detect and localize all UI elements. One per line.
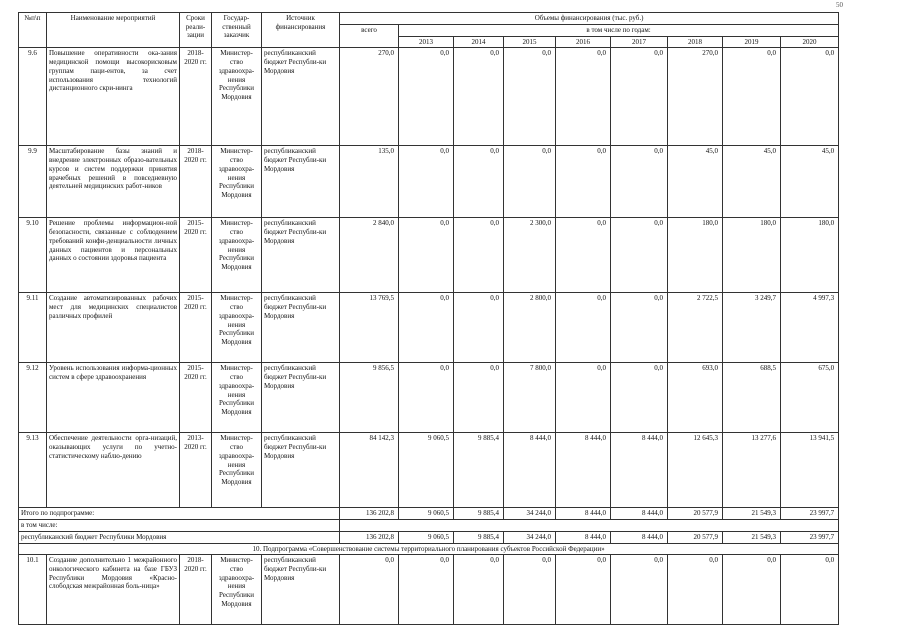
- summary-year-value: 34 244,0: [504, 531, 556, 543]
- row-year-value: 7 800,0: [504, 363, 556, 433]
- row-source: республиканский бюджет Республи-ки Мордовия: [262, 363, 340, 433]
- row-year-value: 0,0: [723, 48, 781, 146]
- row-year-value: 0,0: [611, 146, 668, 218]
- summary-year-value: 21 549,3: [723, 531, 781, 543]
- row-year-value: 0,0: [556, 48, 611, 146]
- section-title: 10. Подпрограмма «Совершенствование системы территориального планирования субъектов Российской Федерации»: [19, 543, 839, 555]
- header-incl: в том числе по годам:: [399, 25, 839, 37]
- row-year-value: 0,0: [454, 146, 504, 218]
- row-year-value: 2 800,0: [504, 293, 556, 363]
- row-year-value: 2 722,5: [668, 293, 723, 363]
- empty-cell: [340, 520, 839, 532]
- row-total: 13 769,5: [340, 293, 399, 363]
- header-year: 2016: [556, 36, 611, 48]
- table-row: [19, 218, 839, 293]
- summary-label: республиканский бюджет Республики Мордовия: [19, 531, 340, 543]
- summary-year-value: 20 577,9: [668, 531, 723, 543]
- row-year-value: 0,0: [556, 218, 611, 293]
- row-customer: Министер-ство здравоохра-нения Республики Мордовия: [212, 48, 262, 146]
- header-year: 2017: [611, 36, 668, 48]
- header-year: 2020: [781, 36, 839, 48]
- header-name: Наименование мероприятий: [47, 13, 180, 48]
- row-year-value: 0,0: [556, 146, 611, 218]
- summary-year-value: 9 060,5: [399, 531, 454, 543]
- row-no: 9.12: [19, 363, 47, 433]
- row-year-value: 0,0: [556, 555, 611, 625]
- row-year-value: 0,0: [611, 363, 668, 433]
- row-year-value: 0,0: [399, 48, 454, 146]
- header-source: Источник финансирования: [262, 13, 340, 48]
- page-number: 50: [836, 1, 843, 9]
- header-term: Сроки реали-зации: [180, 13, 212, 48]
- row-name: Решение проблемы информацион-ной безопасности, связанные с соблюдением требований конфи-денциальности личных данных пациентов и персональных данных о состоянии здоровья пациента: [47, 218, 180, 293]
- row-no: 9.9: [19, 146, 47, 218]
- row-year-value: 2 300,0: [504, 218, 556, 293]
- row-year-value: 45,0: [723, 146, 781, 218]
- row-name: Повышение оперативности ока-зания медицинской помощи высокорисковым группам паци-ентов, за счет использования технологий дистанционного скри-нинга: [47, 48, 180, 146]
- row-year-value: 9 885,4: [454, 433, 504, 508]
- row-year-value: 0,0: [504, 48, 556, 146]
- row-year-value: 0,0: [504, 555, 556, 625]
- row-year-value: 0,0: [668, 555, 723, 625]
- summary-year-value: 34 244,0: [504, 508, 556, 520]
- summary-year-value: 9 885,4: [454, 531, 504, 543]
- row-total: 84 142,3: [340, 433, 399, 508]
- row-source: республиканский бюджет Республи-ки Мордовия: [262, 433, 340, 508]
- row-year-value: 45,0: [781, 146, 839, 218]
- row-no: 9.13: [19, 433, 47, 508]
- row-source: республиканский бюджет Республи-ки Мордовия: [262, 555, 340, 625]
- row-year-value: 0,0: [781, 555, 839, 625]
- row-year-value: 180,0: [781, 218, 839, 293]
- row-no: 9.10: [19, 218, 47, 293]
- row-name: Уровень использования информа-ционных систем в сфере здравоохранения: [47, 363, 180, 433]
- row-total: 0,0: [340, 555, 399, 625]
- header-year: 2014: [454, 36, 504, 48]
- row-customer: Министер-ство здравоохра-нения Республики Мордовия: [212, 555, 262, 625]
- table-row: [19, 48, 839, 146]
- row-year-value: 0,0: [504, 146, 556, 218]
- row-no: 10.1: [19, 555, 47, 625]
- row-source: республиканский бюджет Республи-ки Мордовия: [262, 293, 340, 363]
- table-row: [19, 146, 839, 218]
- summary-year-value: 23 997,7: [781, 508, 839, 520]
- row-year-value: 0,0: [454, 48, 504, 146]
- row-customer: Министер-ство здравоохра-нения Республики Мордовия: [212, 293, 262, 363]
- header-customer: Государ-ственный заказчик: [212, 13, 262, 48]
- row-year-value: 0,0: [556, 293, 611, 363]
- row-year-value: 180,0: [723, 218, 781, 293]
- row-year-value: 3 249,7: [723, 293, 781, 363]
- summary-year-value: 21 549,3: [723, 508, 781, 520]
- row-term: 2018-2020 гг.: [180, 146, 212, 218]
- row-year-value: 45,0: [668, 146, 723, 218]
- header-total: всего: [340, 25, 399, 48]
- summary-year-value: 20 577,9: [668, 508, 723, 520]
- table-row: [19, 293, 839, 363]
- row-year-value: 675,0: [781, 363, 839, 433]
- row-year-value: 180,0: [668, 218, 723, 293]
- row-customer: Министер-ство здравоохра-нения Республики Мордовия: [212, 363, 262, 433]
- row-name: Обеспечение деятельности орга-низаций, оказывающих услуги по учетно-статистическому наблю-дению: [47, 433, 180, 508]
- row-year-value: 13 277,6: [723, 433, 781, 508]
- row-year-value: 693,0: [668, 363, 723, 433]
- row-name: Создание автоматизированных рабочих мест для медицинских специалистов различных профилей: [47, 293, 180, 363]
- summary-total: 136 202,8: [340, 531, 399, 543]
- row-year-value: 0,0: [781, 48, 839, 146]
- row-year-value: 0,0: [454, 555, 504, 625]
- summary-year-value: 9 885,4: [454, 508, 504, 520]
- row-customer: Министер-ство здравоохра-нения Республики Мордовия: [212, 433, 262, 508]
- row-no: 9.11: [19, 293, 47, 363]
- row-year-value: 8 444,0: [611, 433, 668, 508]
- summary-year-value: 8 444,0: [556, 508, 611, 520]
- row-source: республиканский бюджет Республи-ки Мордовия: [262, 48, 340, 146]
- summary-row: [19, 520, 839, 532]
- row-year-value: 0,0: [399, 146, 454, 218]
- summary-label: Итого по подпрограмме:: [19, 508, 340, 520]
- row-total: 2 840,0: [340, 218, 399, 293]
- row-year-value: 0,0: [399, 293, 454, 363]
- row-year-value: 8 444,0: [556, 433, 611, 508]
- row-year-value: 0,0: [399, 555, 454, 625]
- row-year-value: 0,0: [399, 218, 454, 293]
- row-term: 2018-2020 гг.: [180, 555, 212, 625]
- row-year-value: 0,0: [611, 293, 668, 363]
- row-name: Масштабирование базы знаний и внедрение электронных образо-вательных курсов и систем поддержки принятия врачебных решений в повседневную деятельней медицинских работ-ников: [47, 146, 180, 218]
- row-source: республиканский бюджет Республи-ки Мордовия: [262, 218, 340, 293]
- row-year-value: 0,0: [723, 555, 781, 625]
- header-volumes: Объемы финансирования (тыс. руб.): [340, 13, 839, 25]
- section-title-row: [19, 543, 839, 555]
- row-term: 2015-2020 гг.: [180, 363, 212, 433]
- row-name: Создание дополнительно 1 межрайонного онкологического кабинета на базе ГБУЗ Республики Мордовия «Красно-слободская межрайонная боль-ница»: [47, 555, 180, 625]
- header-year: 2015: [504, 36, 556, 48]
- row-year-value: 0,0: [454, 218, 504, 293]
- row-year-value: 0,0: [611, 555, 668, 625]
- row-customer: Министер-ство здравоохра-нения Республики Мордовия: [212, 146, 262, 218]
- table-row: [19, 433, 839, 508]
- row-year-value: 13 941,5: [781, 433, 839, 508]
- row-term: 2015-2020 гг.: [180, 293, 212, 363]
- row-year-value: 270,0: [668, 48, 723, 146]
- row-term: 2015-2020 гг.: [180, 218, 212, 293]
- summary-year-value: 23 997,7: [781, 531, 839, 543]
- row-term: 2018-2020 гг.: [180, 48, 212, 146]
- row-year-value: 0,0: [399, 363, 454, 433]
- row-year-value: 12 645,3: [668, 433, 723, 508]
- row-year-value: 0,0: [454, 363, 504, 433]
- summary-label: в том числе:: [19, 520, 340, 532]
- row-total: 9 856,5: [340, 363, 399, 433]
- header-year: 2013: [399, 36, 454, 48]
- row-year-value: 688,5: [723, 363, 781, 433]
- header-no: №п\п: [19, 13, 47, 48]
- row-year-value: 8 444,0: [504, 433, 556, 508]
- row-total: 270,0: [340, 48, 399, 146]
- row-term: 2013-2020 гг.: [180, 433, 212, 508]
- financing-table: [18, 12, 839, 625]
- table-row: [19, 555, 839, 625]
- summary-year-value: 8 444,0: [556, 531, 611, 543]
- summary-total: 136 202,8: [340, 508, 399, 520]
- row-no: 9.6: [19, 48, 47, 146]
- row-year-value: 0,0: [556, 363, 611, 433]
- header-year: 2018: [668, 36, 723, 48]
- row-year-value: 0,0: [454, 293, 504, 363]
- row-source: республиканский бюджет Республи-ки Мордовия: [262, 146, 340, 218]
- header-year: 2019: [723, 36, 781, 48]
- summary-year-value: 8 444,0: [611, 531, 668, 543]
- row-year-value: 4 997,3: [781, 293, 839, 363]
- row-year-value: 9 060,5: [399, 433, 454, 508]
- row-year-value: 0,0: [611, 218, 668, 293]
- summary-row: [19, 508, 839, 520]
- summary-year-value: 9 060,5: [399, 508, 454, 520]
- table-row: [19, 363, 839, 433]
- row-customer: Министер-ство здравоохра-нения Республики Мордовия: [212, 218, 262, 293]
- row-total: 135,0: [340, 146, 399, 218]
- row-year-value: 0,0: [611, 48, 668, 146]
- summary-row: [19, 531, 839, 543]
- summary-year-value: 8 444,0: [611, 508, 668, 520]
